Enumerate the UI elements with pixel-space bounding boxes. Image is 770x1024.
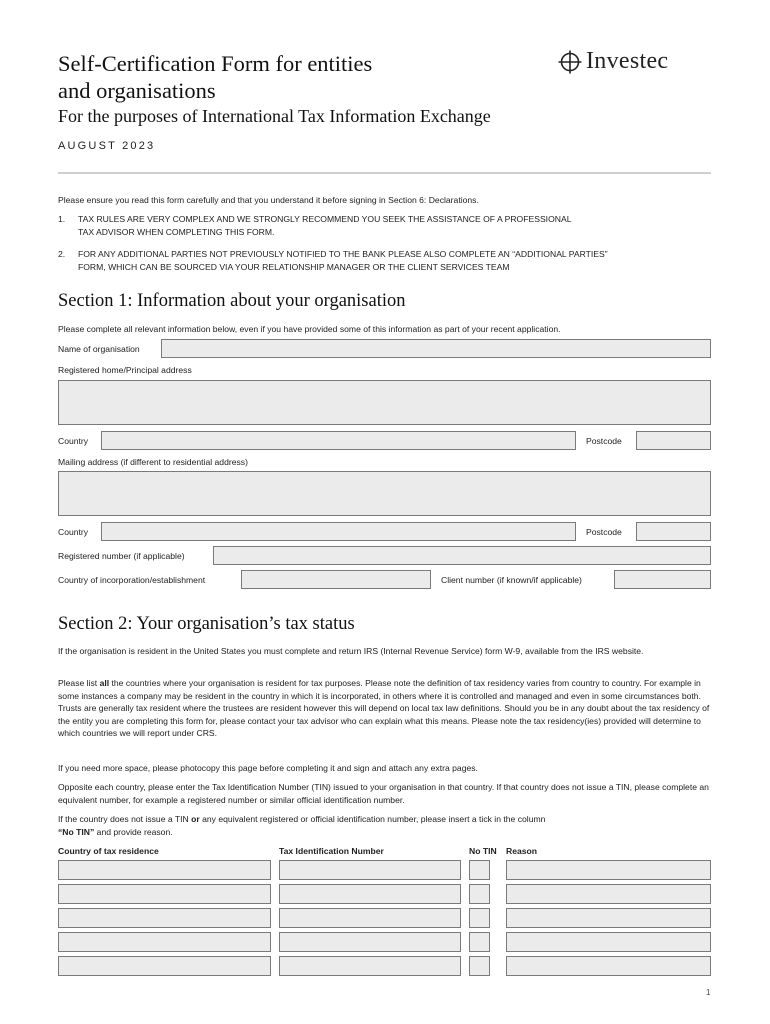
column-header-tin: Tax Identification Number — [279, 846, 384, 856]
page-title-line2: and organisations — [58, 78, 216, 103]
investec-logo — [558, 48, 668, 75]
country-of-residence-field[interactable] — [58, 860, 271, 880]
country-of-residence-field[interactable] — [58, 956, 271, 976]
notice-line: FOR ANY ADDITIONAL PARTIES NOT PREVIOUSLY NOTIFIED TO THE BANK PLEASE ALSO COMPLETE AN “ADDITIONAL PARTIES” — [78, 249, 608, 259]
client-number-label: Client number (if known/if applicable) — [441, 575, 582, 585]
text-span: the countries where your organisation is resident for tax purposes. Please note the definition of tax residency varies from country to country. For example in some instances a company may be resident in the country in which it is incorporated, in others where it is controlled and managed and even in some circumstances both. Trusts are generally tax resident where the trustees are resident however this will depend on local tax law definitions. Should you be in any doubt about the tax residency of the entity you are completing this form for, please contact your tax advisor who can explain what this means. Please note the tax residency(ies) provided will determine to which countries we will report under CRS. — [58, 678, 710, 739]
mailing-postcode-label: Postcode — [586, 527, 622, 537]
header-divider — [58, 172, 711, 174]
tin-field[interactable] — [279, 884, 461, 904]
notice-item-2 — [58, 248, 718, 274]
section2-para4: Opposite each country, please enter the Tax Identification Number (TIN) issued to your organisation in that country. If that country does not issue a TIN, please complete an equivalent number, for example a registered number or similar official identification number. — [58, 782, 709, 805]
postcode-label: Postcode — [586, 436, 622, 446]
form-date: AUGUST 2023 — [58, 140, 156, 152]
notice-line: TAX RULES ARE VERY COMPLEX AND WE STRONGLY RECOMMEND YOU SEEK THE ASSISTANCE OF A PROFESSIONAL — [78, 214, 572, 224]
section2-para5 — [58, 813, 714, 838]
reason-field[interactable] — [506, 908, 711, 928]
name-of-organisation-label: Name of organisation — [58, 344, 140, 354]
text-span: Please list — [58, 678, 100, 688]
incorporation-country-field[interactable] — [241, 570, 431, 589]
notice-line: TAX ADVISOR WHEN COMPLETING THIS FORM. — [78, 226, 275, 237]
text-span: any equivalent registered or official identification number, please insert a tick in the column — [199, 814, 546, 824]
page-title — [58, 50, 372, 104]
page-subtitle: For the purposes of International Tax Information Exchange — [58, 106, 491, 126]
reason-field[interactable] — [506, 884, 711, 904]
table-row — [0, 956, 770, 976]
mailing-country-label: Country — [58, 527, 89, 537]
bold-span: all — [99, 678, 110, 688]
logo-text: Investec — [586, 48, 669, 74]
no-tin-checkbox[interactable] — [469, 860, 490, 880]
section2-para2 — [58, 677, 714, 740]
tin-field[interactable] — [279, 860, 461, 880]
column-header-country: Country of tax residence — [58, 846, 159, 856]
tin-field[interactable] — [279, 908, 461, 928]
section1-instruction: Please complete all relevant information below, even if you have provided some of this information as part of your recent application. — [58, 324, 561, 334]
tin-field[interactable] — [279, 932, 461, 952]
registered-number-field[interactable] — [213, 546, 711, 565]
table-row — [0, 884, 770, 904]
mailing-postcode-field[interactable] — [636, 522, 711, 541]
no-tin-checkbox[interactable] — [469, 932, 490, 952]
column-header-no-tin: No TIN — [469, 846, 497, 856]
notice-number: 2. — [58, 249, 66, 259]
section1-heading: Section 1: Information about your organisation — [58, 291, 406, 311]
section2-para3: If you need more space, please photocopy this page before completing it and sign and attach any extra pages. — [58, 763, 478, 773]
reason-field[interactable] — [506, 932, 711, 952]
table-row — [0, 932, 770, 952]
country-of-residence-field[interactable] — [58, 932, 271, 952]
table-row — [0, 908, 770, 928]
country-of-residence-field[interactable] — [58, 908, 271, 928]
postcode-field[interactable] — [636, 431, 711, 450]
zebra-emblem-icon — [558, 50, 582, 74]
bold-span: “No TIN” — [58, 826, 95, 837]
notice-item-1 — [58, 213, 718, 239]
tin-field[interactable] — [279, 956, 461, 976]
text-span: and provide reason. — [94, 826, 173, 837]
no-tin-checkbox[interactable] — [469, 884, 490, 904]
mailing-address-field[interactable] — [58, 471, 711, 516]
registered-address-field[interactable] — [58, 380, 711, 425]
page-number: 1 — [706, 988, 711, 997]
registered-number-label: Registered number (if applicable) — [58, 551, 185, 561]
reason-field[interactable] — [506, 956, 711, 976]
no-tin-checkbox[interactable] — [469, 956, 490, 976]
country-field[interactable] — [101, 431, 576, 450]
mailing-country-field[interactable] — [101, 522, 576, 541]
bold-span: or — [191, 814, 200, 824]
section2-heading: Section 2: Your organisation’s tax status — [58, 614, 355, 634]
incorporation-country-label: Country of incorporation/establishment — [58, 575, 206, 585]
name-of-organisation-field[interactable] — [161, 339, 711, 358]
no-tin-checkbox[interactable] — [469, 908, 490, 928]
page-title-line1: Self-Certification Form for entities — [58, 51, 373, 76]
mailing-address-label: Mailing address (if different to residential address) — [58, 457, 248, 467]
column-header-reason: Reason — [506, 846, 538, 856]
reason-field[interactable] — [506, 860, 711, 880]
country-label: Country — [58, 436, 89, 446]
intro-text: Please ensure you read this form carefully and that you understand it before signing in Section 6: Declarations. — [58, 195, 479, 205]
registered-address-label: Registered home/Principal address — [58, 365, 192, 375]
section2-para1: If the organisation is resident in the United States you must complete and return IRS (Internal Revenue Service) form W-9, available from the IRS website. — [58, 646, 644, 656]
client-number-field[interactable] — [614, 570, 711, 589]
notice-line: FORM, WHICH CAN BE SOURCED VIA YOUR RELATIONSHIP MANAGER OR THE CLIENT SERVICES TEAM — [78, 261, 510, 272]
text-span: If the country does not issue a TIN — [58, 814, 192, 824]
notice-number: 1. — [58, 214, 66, 224]
table-row — [0, 860, 770, 880]
country-of-residence-field[interactable] — [58, 884, 271, 904]
